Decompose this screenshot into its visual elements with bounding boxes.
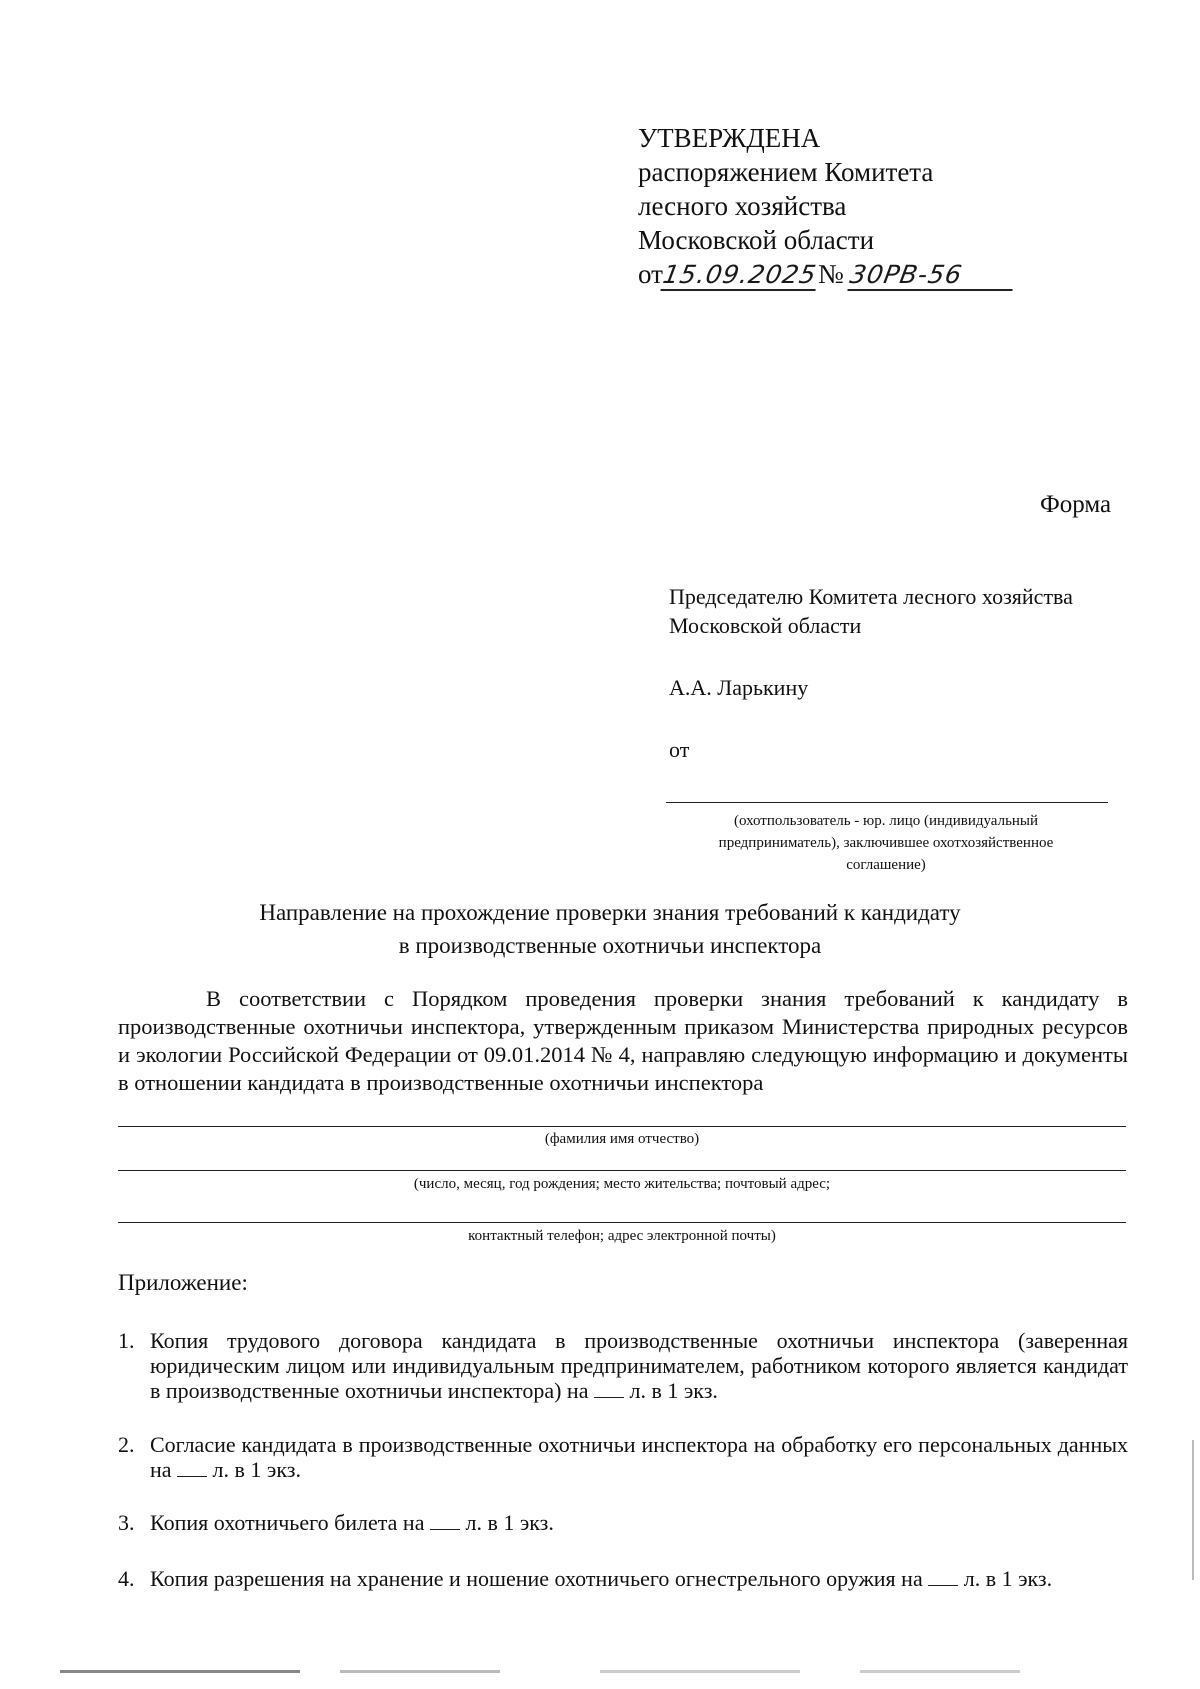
approval-handwritten-date: 15.09.2025 <box>660 260 819 289</box>
attachment-text-before: Копия разрешения на хранение и ношение охотничьего огнестрельного оружия на <box>150 1566 923 1591</box>
attachment-text <box>150 1328 1128 1403</box>
body-paragraph: В соответствии с Порядком проведения проверки знания требований к кандидату в производственные охотничьи инспектора, утвержденным приказом Министерства природных ресурсов и экологии Российской Федерации от 09.01.2014 № 4, направляю следующую информацию и документы в отношении кандидата в производственные охотничьи инспектора <box>118 986 1128 1095</box>
scan-dash <box>860 1670 1020 1673</box>
contacts-fill-line <box>118 1222 1126 1223</box>
scan-dash <box>600 1670 800 1673</box>
approval-date-number-line <box>638 257 1058 291</box>
pages-blank <box>430 1511 460 1530</box>
document-title <box>160 896 1060 962</box>
attachment-text-after: л. в 1 экз. <box>629 1378 718 1403</box>
attachment-number: 3. <box>118 1510 135 1535</box>
sender-fill-line <box>666 802 1108 803</box>
approval-line-2: лесного хозяйства <box>638 191 847 221</box>
fio-fill-line <box>118 1126 1126 1127</box>
pages-blank <box>928 1567 958 1586</box>
attachment-number: 2. <box>118 1432 135 1457</box>
pages-blank <box>594 1379 624 1398</box>
attachment-item <box>118 1432 1128 1482</box>
sender-caption-line-2: предприниматель), заключившее охотхозяйственное <box>718 835 1054 851</box>
title-line-2: в производственные охотничьи инспектора <box>398 933 822 958</box>
pages-blank <box>177 1458 207 1477</box>
birth-fill-line <box>118 1170 1126 1171</box>
attachment-text <box>150 1510 1128 1535</box>
approval-line-1: распоряжением Комитета <box>638 157 934 187</box>
approval-handwritten-number: 30РВ-56 <box>847 261 1017 291</box>
scan-bottom-artifact <box>40 1670 1140 1676</box>
addressee-line-2: Московской области <box>669 613 862 638</box>
approval-heading: УТВЕРЖДЕНА <box>638 123 821 153</box>
scan-dash <box>340 1670 500 1673</box>
addressee-block <box>669 582 1149 764</box>
attachment-text-after: л. в 1 экз. <box>963 1566 1053 1591</box>
attachment-text-before: Согласие кандидата в производственные охотничьи инспектора на обработку его персональных данных на <box>150 1432 1128 1482</box>
attachment-item <box>118 1328 1128 1403</box>
attachments-heading: Приложение: <box>118 1270 248 1295</box>
attachment-text-after: л. в 1 экз. <box>465 1510 554 1535</box>
attachment-text-before: Копия охотничьего билета на <box>150 1510 425 1535</box>
attachment-text <box>150 1566 1128 1591</box>
attachment-item <box>118 1566 1128 1591</box>
attachment-number: 1. <box>118 1328 135 1353</box>
sender-caption-line-1: (охотпользователь - юр. лицо (индивидуальный <box>733 813 1039 829</box>
sender-caption <box>666 810 1106 876</box>
approval-block <box>638 121 1058 291</box>
contacts-caption: контактный телефон; адрес электронной почты) <box>468 1228 776 1244</box>
form-label: Форма <box>1040 491 1112 518</box>
attachment-text-before: Копия трудового договора кандидата в производственные охотничьи инспектора (заверенная юридическим лицом или индивидуальным предпринимателем, работником которого является кандидат в производственные охотничьи инспектора) на <box>150 1328 1128 1403</box>
approval-from-prefix: от <box>638 259 663 289</box>
attachment-number: 4. <box>118 1566 135 1591</box>
attachment-text <box>150 1432 1128 1482</box>
approval-number-sign: № <box>817 259 844 289</box>
fio-caption: (фамилия имя отчество) <box>544 1131 700 1147</box>
birth-caption: (число, месяц, год рождения; место жительства; почтовый адрес; <box>413 1176 831 1192</box>
addressee-name: А.А. Ларькину <box>669 675 809 700</box>
addressee-from: от <box>669 737 690 762</box>
addressee-line-1: Председателю Комитета лесного хозяйства <box>669 584 1073 609</box>
title-line-1: Направление на прохождение проверки знания требований к кандидату <box>259 900 961 925</box>
attachment-item <box>118 1510 1128 1535</box>
attachment-text-after: л. в 1 экз. <box>212 1457 301 1482</box>
scan-dash <box>60 1670 300 1673</box>
scan-edge-mark <box>1192 1440 1194 1580</box>
approval-line-3: Московской области <box>638 225 875 255</box>
sender-caption-line-3: соглашение) <box>846 857 926 873</box>
